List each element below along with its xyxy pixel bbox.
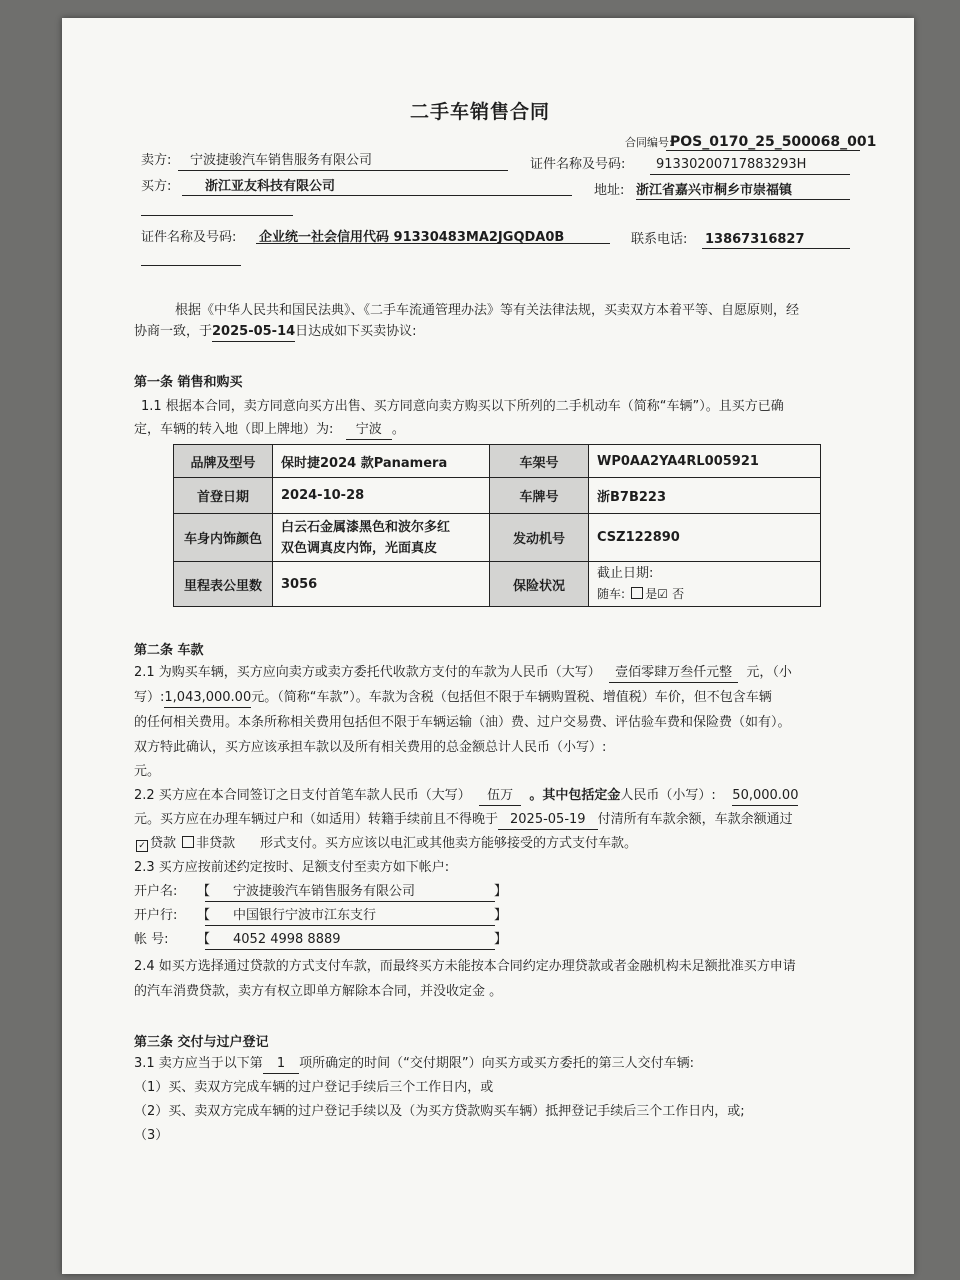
article-1-heading: 第一条 销售和购买 bbox=[134, 375, 243, 390]
buyer-phone: 13867316827 bbox=[705, 232, 805, 247]
price-in-words: 壹佰零肆万叁仟元整 bbox=[609, 664, 738, 683]
buyer-id: 企业统一社会信用代码 91330483MA2JGQDA0B bbox=[259, 230, 565, 245]
vin-label: 车架号 bbox=[490, 445, 589, 478]
art2-p21-line1: 2.1 为购买车辆，买方应向卖方或卖方委托代收款方支付的车款为人民币（大写） 壹佰零肆万叁仟元整 元，（小 bbox=[134, 664, 792, 683]
reg-date-label: 首登日期 bbox=[174, 478, 273, 514]
contract-title: 二手车销售合同 bbox=[409, 101, 550, 123]
art1-p1-line2: 定，车辆的转入地（即上牌地）为: 宁波 。 bbox=[134, 421, 405, 440]
art2-p21-line3: 的任何相关费用。本条所称相关费用包括但不限于车辆运输（油）费、过户交易费、评估验车费和保险费（如有）。 bbox=[134, 715, 791, 730]
loan-checkbox: ✓ bbox=[136, 840, 148, 852]
bank-name: 中国银行宁波市江东支行 bbox=[233, 908, 377, 923]
preamble-line2: 协商一致，于2025-05-14日达成如下买卖协议: bbox=[134, 323, 417, 342]
art3-option-3: （3） bbox=[134, 1128, 169, 1143]
art2-p21-line4: 双方特此确认，买方应该承担车款以及所有相关费用的总金额总计人民币（小写）: bbox=[134, 740, 607, 755]
agreement-date: 2025-05-14 bbox=[212, 323, 295, 342]
seller-id: 91330200717883293H bbox=[656, 157, 807, 172]
buyer-label: 买方: bbox=[141, 179, 172, 194]
seller-name: 宁波捷骏汽车销售服务有限公司 bbox=[190, 153, 373, 168]
buyer-phone-label: 联系电话: bbox=[631, 232, 688, 247]
seller-label: 卖方: bbox=[141, 153, 172, 168]
insurance-yes-checkbox bbox=[631, 587, 643, 599]
insurance-label: 保险状况 bbox=[490, 562, 589, 607]
account-name-label: 开户名: bbox=[134, 884, 178, 899]
deposit-in-words: 伍万 bbox=[479, 787, 521, 806]
mileage-label: 里程表公里数 bbox=[174, 562, 273, 607]
mileage-value: 3056 bbox=[273, 562, 490, 607]
price-amount: 1,043,000.00 bbox=[164, 689, 251, 708]
color-value: 白云石金属漆黑色和波尔多红 双色调真皮内饰，光面真皮 bbox=[273, 514, 490, 562]
delivery-item-no: 1 bbox=[263, 1055, 299, 1074]
buyer-addr: 浙江省嘉兴市桐乡市崇福镇 bbox=[636, 183, 793, 198]
buyer-id-label: 证件名称及号码: bbox=[141, 230, 237, 245]
art2-p22-line3: ✓ 贷款 非贷款 形式支付。买方应该以电汇或其他卖方能够接受的方式支付车款。 bbox=[134, 835, 637, 853]
contract-no: POS_0170_25_500068_001 bbox=[670, 134, 877, 150]
art3-option-2: （2）买、卖双方完成车辆的过户登记手续以及（为买方贷款购买车辆）抵押登记手续后三个工作日内，或; bbox=[134, 1104, 745, 1119]
bank-label: 开户行: bbox=[134, 908, 178, 923]
contract-no-label: 合同编号: bbox=[625, 136, 673, 149]
art2-p22-line2: 元。买方应在办理车辆过户和（如适用）转籍手续前且不得晚于 2025-05-19 付清所有车款余额，车款余额通过 bbox=[134, 811, 793, 830]
insurance-no-checkbox: ☑ bbox=[657, 586, 668, 601]
reg-date-value: 2024-10-28 bbox=[273, 478, 490, 514]
vehicle-table bbox=[173, 444, 821, 607]
transfer-city: 宁波 bbox=[346, 421, 392, 440]
plate-label: 车牌号 bbox=[490, 478, 589, 514]
article-2-heading: 第二条 车款 bbox=[134, 643, 204, 658]
art2-p21-line5: 元。 bbox=[134, 764, 161, 779]
buyer-name: 浙江亚友科技有限公司 bbox=[205, 179, 336, 194]
insurance-value: 截止日期: 随车: 是☑ 否 bbox=[589, 562, 821, 607]
non-loan-checkbox bbox=[182, 836, 194, 848]
article-3-heading: 第三条 交付与过户登记 bbox=[134, 1035, 269, 1050]
art1-p1-line1: 1.1 根据本合同，卖方同意向买方出售、买方同意向卖方购买以下所列的二手机动车（简称“车辆”）。且买方已确 bbox=[141, 399, 784, 414]
art3-p31: 3.1 卖方应当于以下第 1 项所确定的时间（“交付期限”）向买方或买方委托的第三人交付车辆: bbox=[134, 1055, 694, 1074]
art2-p21-line2: 写）:1,043,000.00元。（简称“车款”）。车款为含税（包括但不限于车辆购置税、增值税）车价，但不包含车辆 bbox=[134, 689, 772, 708]
art3-option-1: （1）买、卖双方完成车辆的过户登记手续后三个工作日内，或 bbox=[134, 1080, 494, 1095]
preamble-line1: 根据《中华人民共和国民法典》、《二手车流通管理办法》等有关法律法规，买卖双方本着平等、自愿原则，经 bbox=[175, 303, 800, 318]
account-no: 4052 4998 8889 bbox=[233, 932, 341, 947]
art2-p24-line2: 的汽车消费贷款，卖方有权立即单方解除本合同，并没收定金 。 bbox=[134, 984, 503, 999]
art2-p23: 2.3 买方应按前述约定按时、足额支付至卖方如下帐户: bbox=[134, 860, 450, 875]
seller-id-label: 证件名称及号码: bbox=[530, 157, 626, 172]
vin-value: WP0AA2YA4RL005921 bbox=[589, 445, 821, 478]
plate-value: 浙B7B223 bbox=[589, 478, 821, 514]
art2-p24-line1: 2.4 如买方选择通过贷款的方式支付车款，而最终买方未能按本合同约定办理贷款或者金融机构未足额批准买方申请 bbox=[134, 959, 796, 974]
account-no-label: 帐 号: bbox=[134, 932, 169, 947]
engine-value: CSZ122890 bbox=[589, 514, 821, 562]
account-name: 宁波捷骏汽车销售服务有限公司 bbox=[233, 884, 416, 899]
deposit-amount: 50,000.00 bbox=[732, 787, 798, 806]
art2-p22-line1: 2.2 买方应在本合同签订之日支付首笔车款人民币（大写） 伍万 。其中包括定金人民币（小写）: 50,000.00 bbox=[134, 787, 798, 806]
engine-label: 发动机号 bbox=[490, 514, 589, 562]
final-pay-date: 2025-05-19 bbox=[498, 811, 598, 830]
color-label: 车身内饰颜色 bbox=[174, 514, 273, 562]
brand-value: 保时捷2024 款Panamera bbox=[273, 445, 490, 478]
buyer-addr-label: 地址: bbox=[594, 183, 625, 198]
brand-label: 品牌及型号 bbox=[174, 445, 273, 478]
